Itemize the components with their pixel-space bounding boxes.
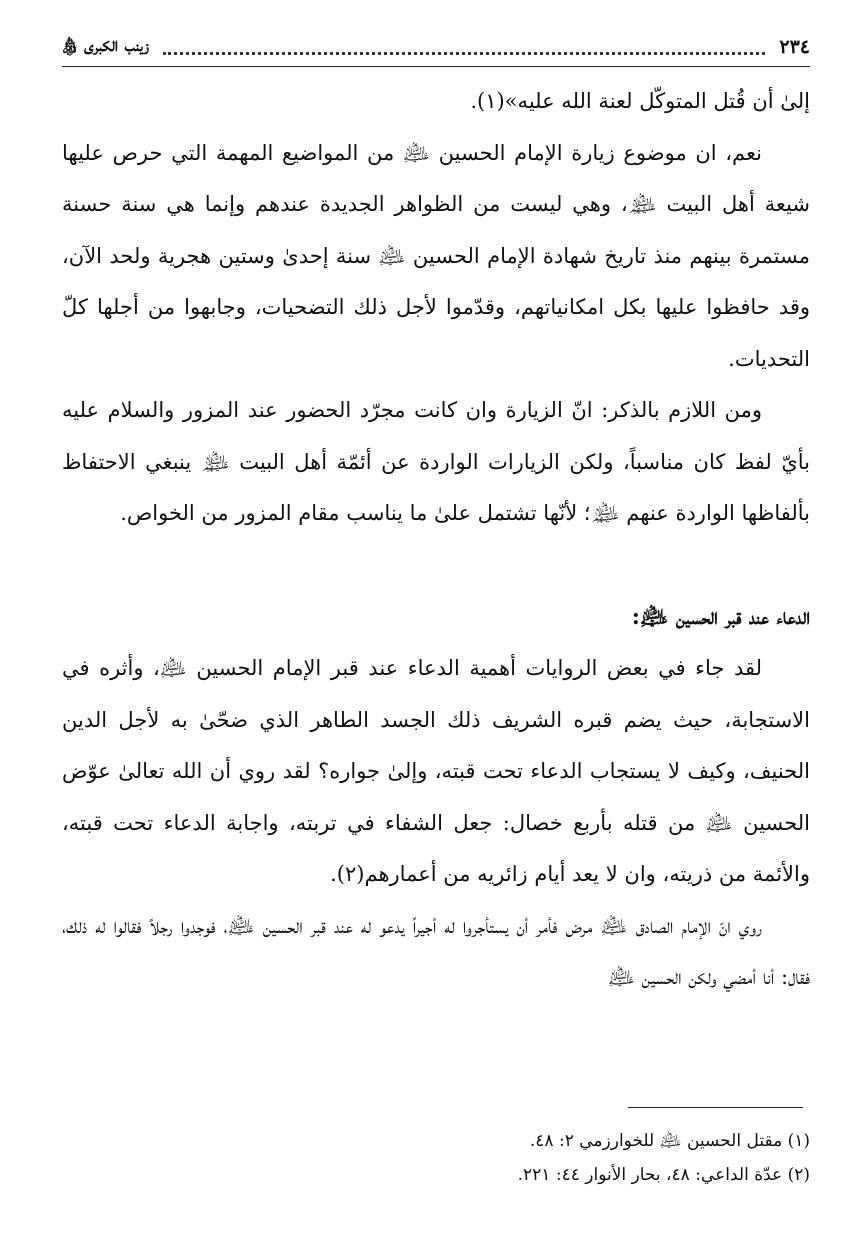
paragraph: نعم، ان موضوع زيارة الإمام الحسين ﵇ من المواضيع المهمة التي حرص عليها شيعة أهل البيت ﵈، وهي ليست من الظواهر الجديدة عندهم وإنما هي سنة حسنة مستمرة بينهم منذ تاريخ شهادة الإمام الحسين ﵇ سنة إحدىٰ وستين هجرية ولحد الآن، وقد حافظوا عليها بكل امكانياتهم، وقدّموا لأجل ذلك التضحيات، وجابهوا من أجلها كلّ التحديات.: [62, 140, 810, 371]
paragraph: روي انّ الإمام الصادق ﵇ مرض فأمر أن يستأجروا له أجيراً يدعو له عند قبر الحسين ﵇، فوجدوا رجلاً فقالوا له ذلك، فقال: أنا أمضي ولكن الحسين ﵇: [62, 913, 810, 989]
running-header: [62, 30, 810, 64]
footnotes: [62, 1124, 810, 1192]
paragraph: إلىٰ أن قُتل المتوكّل لعنة الله عليه»(١).: [470, 89, 810, 113]
main-text: [62, 76, 810, 1004]
header-dot-leader: [163, 52, 765, 55]
footnote: (٢) عدّة الداعي: ٤٨، بحار الأنوار ٤٤: ٢٢١.: [517, 1165, 810, 1185]
section-heading: الدعاء عند قبر الحسين ﵇:: [631, 603, 810, 630]
book-title: زينب الكبرى ﵋: [62, 34, 150, 56]
footnote: (١) مقتل الحسين ﵇ للخوارزمي ٢: ٤٨.: [529, 1131, 810, 1151]
page-number: ٢٣٤: [779, 36, 810, 58]
footnote-rule: [628, 1107, 803, 1108]
header-rule: [62, 66, 810, 67]
paragraph: لقد جاء في بعض الروايات أهمية الدعاء عند قبر الإمام الحسين ﵇، وأثره في الاستجابة، حيث يضم قبره الشريف ذلك الجسد الطاهر الذي ضحّىٰ به لأجل الدين الحنيف، وكيف لا يستجاب الدعاء تحت قبته، وإلىٰ جواره؟ لقد روي أن الله تعالىٰ عوّض الحسين ﵇ من قتله بأربع خصال: جعل الشفاء في تربته، واجابة الدعاء تحت قبته، والأئمة من ذريته، وان لا يعد أيام زائريه من أعمارهم(٢).: [62, 656, 810, 886]
paragraph: ومن اللازم بالذكر: انّ الزيارة وان كانت مجرّد الحضور عند المزور والسلام عليه بأيّ لفظ كان مناسباً، ولكن الزيارات الواردة عن أئمّة أهل البيت ﵈ ينبغي الاحتفاظ بألفاظها الواردة عنهم ﵈؛ لأنّها تشتمل علىٰ ما يناسب مقام المزور من الخواص.: [62, 398, 810, 525]
